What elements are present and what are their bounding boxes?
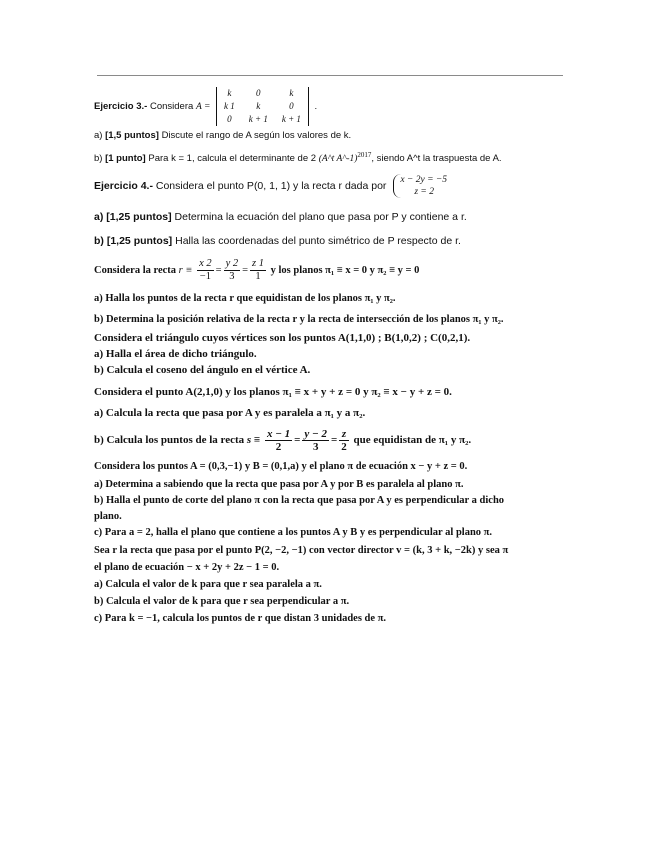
- matrix-cell: k: [256, 101, 261, 111]
- numerator: y 2: [225, 258, 239, 269]
- problem-3-statement: Considera el punto A(2,1,0) y los planos π₁ ≡ x + y + z = 0 y π₂ ≡ x − y + z = 0.: [94, 386, 452, 398]
- exercise-3-title: Ejercicio 3.-: [94, 101, 148, 113]
- matrix-cell: k: [227, 88, 232, 98]
- exercise-4-part-b: [94, 235, 564, 247]
- exercise-4-title: Ejercicio 4.-: [94, 179, 153, 192]
- fraction: [250, 258, 266, 283]
- denominator: 3: [312, 441, 319, 453]
- denominator: −1: [199, 271, 211, 282]
- problem-intro: Considera la recta: [94, 264, 177, 276]
- problem-3-part-b: b) Calcula los puntos de la recta s ≡ $\frac{x - 1}{2}$ = $\frac{y - 2}{3}$ = $\frac{z}{2}$ que equidistan de π₁ y π₂.: [94, 428, 472, 453]
- numerator: x − 1: [266, 428, 291, 440]
- planes-text: y los planos π₁ ≡ x = 0 y π₂ ≡ y = 0: [270, 264, 420, 276]
- exercise-3-part-a: [94, 130, 564, 141]
- problem-4-part-b-continued: plano.: [94, 511, 122, 522]
- problem-2-part-b: b) Calcula el coseno del ángulo en el vértice A.: [94, 364, 311, 376]
- period: .: [314, 101, 318, 113]
- exercise-4-statement: [94, 174, 564, 198]
- part-label: b): [94, 235, 104, 247]
- matrix-cell: k + 1: [248, 114, 268, 124]
- exercise-4-part-a: [94, 211, 564, 223]
- matrix-cell: 0: [289, 101, 294, 111]
- part-points: [1,25 puntos]: [106, 211, 172, 223]
- exercise-4-intro: Considera el punto P(0, 1, 1) y la recta r dada por: [155, 179, 387, 192]
- problem-1-part-a: a) Halla los puntos de la recta r que equidistan de los planos π₁ y π₂.: [94, 293, 396, 304]
- exercise-3-part-b: [94, 151, 564, 164]
- matrix-label: A =: [195, 102, 211, 113]
- part-label: a): [94, 130, 103, 141]
- line-system: [393, 174, 451, 198]
- part-points: [1 punto]: [105, 153, 146, 165]
- fraction: [339, 428, 349, 453]
- problem-5-statement-continued: el plano de ecuación − x + 2y + 2z − 1 = 0.: [94, 562, 280, 573]
- numerator: x 2: [199, 258, 212, 269]
- part-label: b): [94, 153, 103, 165]
- problem-1-part-b: b) Determina la posición relativa de la recta r y la recta de intersección de los planos π₁ y π₂.: [94, 314, 504, 325]
- part-points: [1,5 puntos]: [105, 130, 159, 141]
- exercise-3-intro: Considera: [149, 101, 194, 113]
- denominator: 2: [341, 441, 347, 453]
- part-points: [1,25 puntos]: [106, 235, 173, 247]
- numerator: z 1: [252, 258, 264, 269]
- part-text: b) Calcula los puntos de la recta: [94, 434, 245, 447]
- part-text: , siendo A^t la traspuesta de A.: [371, 153, 502, 165]
- denominator: 2: [275, 441, 282, 453]
- numerator: y − 2: [304, 428, 327, 440]
- problem-4-statement: Considera los puntos A = (0,3,−1) y B = (0,1,a) y el plano π de ecuación x − y + z = 0.: [94, 461, 468, 472]
- problem-4-part-a: a) Determina a sabiendo que la recta que pasa por A y por B es paralela al plano π.: [94, 479, 464, 490]
- problem-3-part-a: a) Calcula la recta que pasa por A y es paralela a π₁ y a π₂.: [94, 407, 366, 419]
- part-text: que equidistan de π₁ y π₂.: [353, 434, 472, 447]
- matrix-cell: 0: [256, 88, 261, 98]
- problem-2-part-a: a) Halla el área de dicho triángulo.: [94, 348, 257, 360]
- problem-4-part-c: c) Para a = 2, halla el plano que contiene a los puntos A y B y es perpendicular al plano π.: [94, 527, 493, 538]
- denominator: 3: [229, 271, 235, 282]
- determinant-expression: (A^t A^-1): [318, 154, 358, 165]
- part-text: Discute el rango de A según los valores de k.: [161, 130, 352, 141]
- problem-5-statement: Sea r la recta que pasa por el punto P(2, −2, −1) con vector director v = (k, 3 + k, −2k) y sea π: [94, 545, 509, 556]
- matrix-cell: 0: [227, 114, 232, 124]
- matrix-cell: k 1: [224, 101, 235, 111]
- problem-1-statement: Considera la recta r ≡ $\frac{x 2}{-1}$ = $\frac{y 2}{3}$ = $\frac{z 1}{1}$ y los planos π₁ ≡ x = 0 y π₂ ≡ y = 0: [94, 258, 420, 282]
- fraction: [302, 428, 329, 453]
- matrix-cell: k + 1: [281, 114, 301, 124]
- problem-4-part-b: b) Halla el punto de corte del plano π con la recta que pasa por A y es perpendicular a dicho: [94, 495, 505, 506]
- system-equation: x − 2y = −5: [400, 175, 448, 185]
- part-text: Determina la ecuación del plano que pasa por P y contiene a r.: [174, 211, 467, 223]
- problem-5-part-c: c) Para k = −1, calcula los puntos de r que distan 3 unidades de π.: [94, 613, 387, 624]
- part-text: Para k = 1, calcula el determinante de 2: [148, 153, 317, 165]
- line-label: s ≡: [246, 434, 261, 447]
- fraction: [265, 428, 292, 453]
- fraction: [224, 258, 241, 283]
- exercise-3-statement: [94, 87, 564, 126]
- matrix-cell: k: [289, 88, 294, 98]
- header-rule: [97, 75, 563, 76]
- denominator: 1: [255, 271, 261, 282]
- fraction: [197, 258, 214, 283]
- part-text: Halla las coordenadas del punto simétrico de P respecto de r.: [175, 235, 461, 247]
- matrix-A: [216, 87, 309, 126]
- line-label: r ≡: [178, 264, 193, 276]
- numerator: z: [339, 428, 349, 441]
- problem-5-part-b: b) Calcula el valor de k para que r sea perpendicular a π.: [94, 596, 350, 607]
- problem-2-statement: Considera el triángulo cuyos vértices son los puntos A(1,1,0) ; B(1,0,2) ; C(0,2,1).: [94, 332, 471, 344]
- problem-5-part-a: a) Calcula el valor de k para que r sea paralela a π.: [94, 579, 322, 590]
- part-label: a): [94, 211, 104, 223]
- system-equation: z = 2: [414, 187, 434, 197]
- exponent: 2017: [357, 151, 372, 159]
